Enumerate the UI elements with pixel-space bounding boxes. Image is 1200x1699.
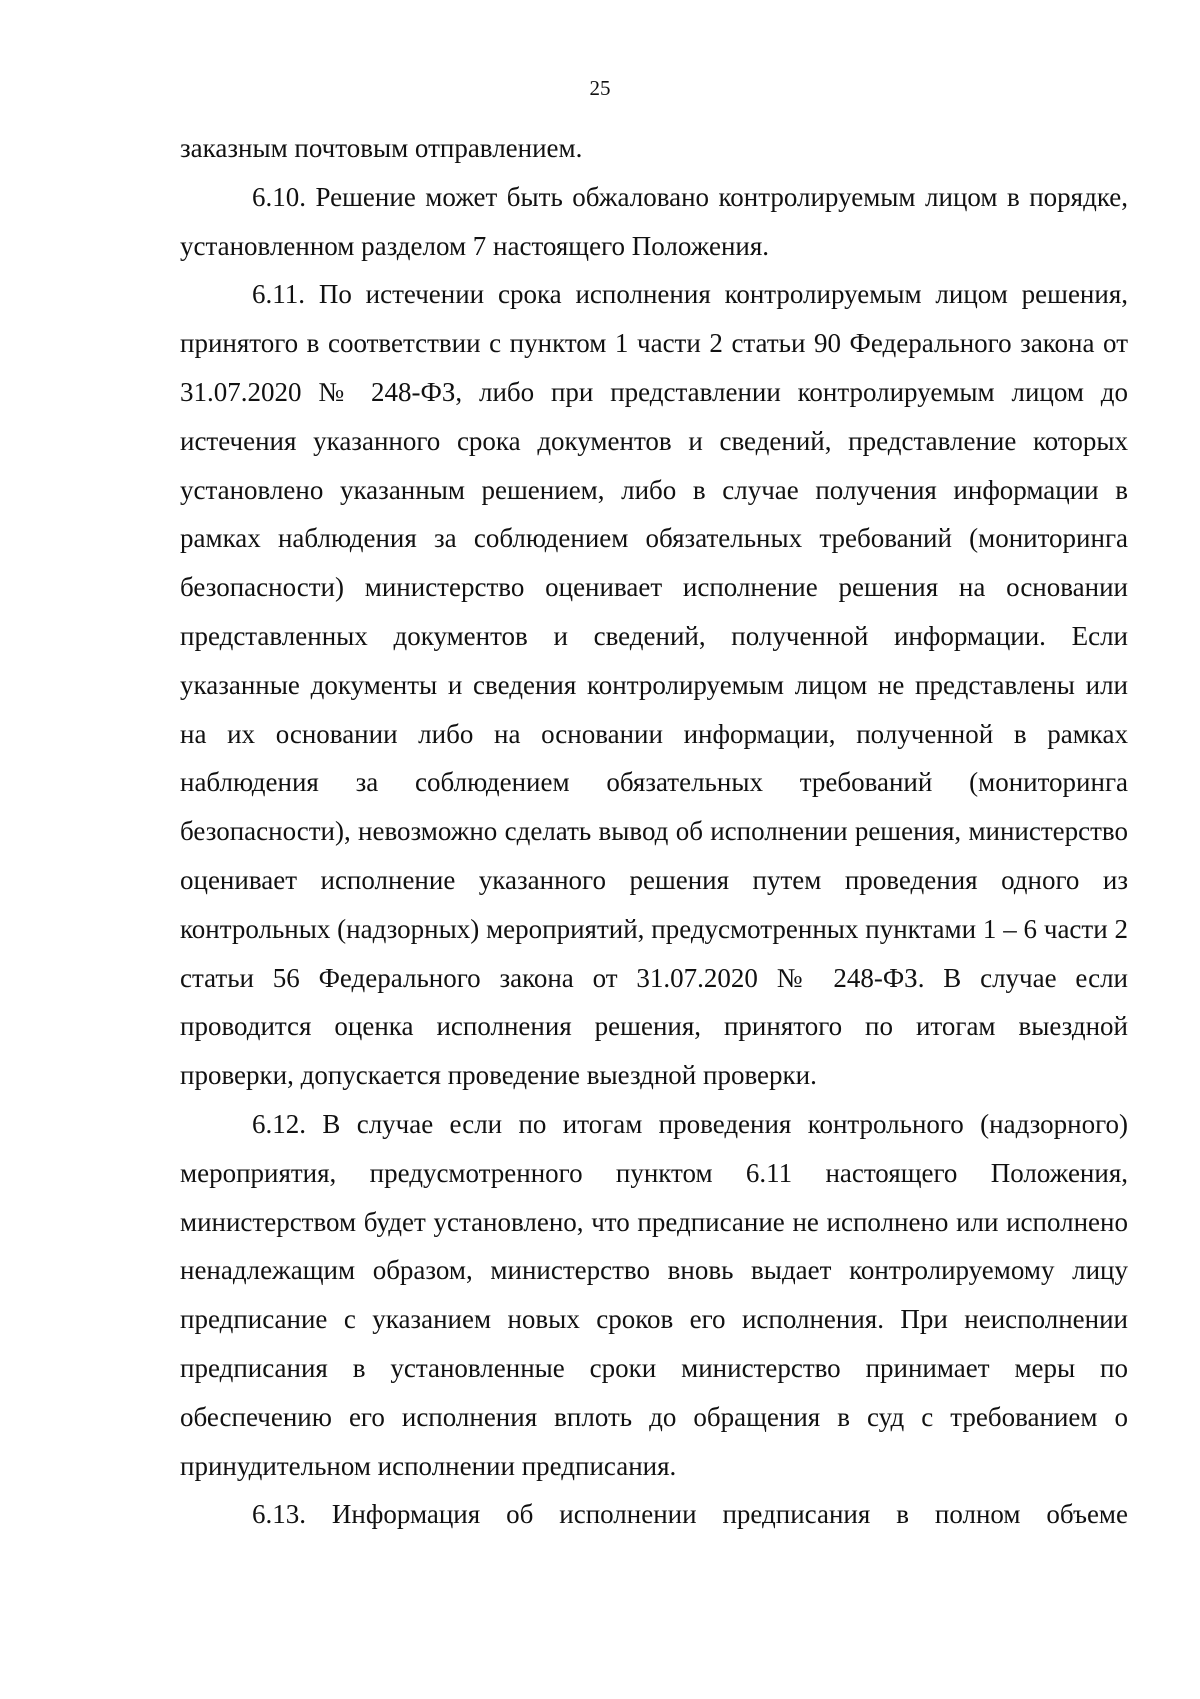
paragraph-6-13: 6.13. Информация об исполнении предписания в полном объеме [252,1499,1128,1530]
paragraph-continuation: заказным почтовым отправлением. [180,133,583,163]
document-body [180,124,1128,1539]
paragraph-6-12: 6.12. В случае если по итогам проведения контрольного (надзорного) мероприятия, предусмотренного пунктом 6.11 настоящего Положения, министерством будет установлено, что предписание не исполнено или исполнено ненадлежащим образом, министерство вновь выдает контролируемому лицу предписание с указанием новых сроков его исполнения. При неисполнении предписания в установленные сроки министерство принимает меры по обеспечению его исполнения вплоть до обращения в суд с требованием о принудительном исполнении предписания. [180,1108,1128,1481]
page-number: 25 [589,76,611,100]
paragraph-6-10: 6.10. Решение может быть обжаловано контролируемым лицом в порядке, установленном разделом 7 настоящего Положения. [180,181,1128,261]
paragraph-6-11: 6.11. По истечении срока исполнения контролируемым лицом решения, принятого в соответствии с пунктом 1 части 2 статьи 90 Федерального закона от 31.07.2020 № 248-ФЗ, либо при представлении контролируемым лицом до истечения указанного срока документов и сведений, представление которых установлено указанным решением, либо в случае получения информации в рамках наблюдения за соблюдением обязательных требований (мониторинга безопасности) министерство оценивает исполнение решения на основании представленных документов и сведений, полученной информации. Если указанные документы и сведения контролируемым лицом не представлены или на их основании либо на основании информации, полученной в рамках наблюдения за соблюдением обязательных требований (мониторинга безопасности), невозможно сделать вывод об исполнении решения, министерство оценивает исполнение указанного решения путем проведения одного из контрольных (надзорных) мероприятий, предусмотренных пунктами 1 – 6 части 2 статьи 56 Федерального закона от 31.07.2020 № 248-ФЗ. В случае если проводится оценка исполнения решения, принятого по итогам выездной проверки, допускается проведение выездной проверки. [180,279,1128,1091]
